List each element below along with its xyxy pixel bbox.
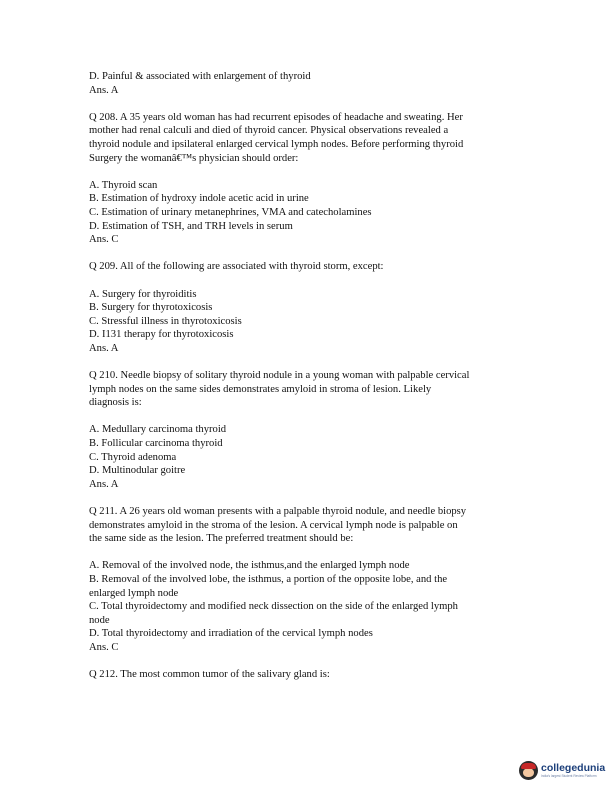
blank-line (89, 410, 529, 424)
question-line: Q 211. A 26 years old woman presents with a palpable thyroid nodule, and needle biopsy (89, 506, 467, 517)
answer-line: Ans. C (89, 641, 119, 653)
answer-line: Ans. A (89, 478, 119, 490)
text-line: the same side as the lesion. The preferred treatment should be: (89, 533, 354, 545)
text-line: demonstrates amyloid in the stroma of the lesion. A cervical lymph node is palpable on (89, 519, 458, 531)
text-line: thyroid nodule and ipsilateral enlarged cervical lymph nodes. Before performing thyroid (89, 138, 464, 150)
option-line: A. Removal of the involved node, the isthmus,and the enlarged lymph node (89, 560, 410, 572)
option-line: B. Surgery for thyrotoxicosis (89, 302, 213, 314)
option-line: D. I131 therapy for thyrotoxicosis (89, 329, 234, 341)
blank-line (89, 355, 529, 369)
option-line: D. Painful & associated with enlargement of thyroid (89, 71, 311, 82)
option-line: D. Total thyroidectomy and irradiation of the cervical lymph nodes (89, 628, 373, 640)
option-line: D. Estimation of TSH, and TRH levels in serum (89, 220, 293, 232)
option-line: D. Multinodular goitre (89, 465, 186, 477)
text-line: Surgery the womanâ€™s physician should order: (89, 152, 299, 164)
collegedunia-logo (519, 755, 607, 785)
option-line: C. Estimation of urinary metanephrines, VMA and catecholamines (89, 206, 372, 218)
blank-line (89, 546, 529, 560)
logo-text (541, 763, 605, 778)
logo-brand: collegedunia (541, 761, 606, 774)
option-line: B. Follicular carcinoma thyroid (89, 438, 223, 450)
blank-line (89, 165, 529, 179)
option-line: A. Thyroid scan (89, 179, 158, 191)
question-line: Q 212. The most common tumor of the salivary gland is: (89, 669, 330, 681)
blank-line (89, 247, 529, 261)
question-line: Q 210. Needle biopsy of solitary thyroid nodule in a young woman with palpable cervical (89, 370, 470, 382)
answer-line: Ans. A (89, 84, 119, 96)
question-line: Q 209. All of the following are associated with thyroid storm, except: (89, 261, 384, 273)
answer-line: Ans. A (89, 342, 119, 354)
option-line: C. Stressful illness in thyrotoxicosis (89, 315, 242, 327)
mascot-icon (519, 761, 538, 780)
blank-line (89, 655, 529, 669)
blank-line (89, 274, 529, 288)
logo-tagline: India's largest Student Review Platform (541, 773, 597, 778)
blank-line (89, 97, 529, 111)
text-line: mother had renal calculi and died of thyroid cancer. Physical observations revealed a (89, 125, 449, 137)
text-line: node (89, 614, 110, 626)
document-body (89, 70, 529, 682)
option-line: A. Surgery for thyroiditis (89, 288, 197, 300)
blank-line (89, 491, 529, 505)
text-line: lymph nodes on the same sides demonstrates amyloid in stroma of lesion. Likely (89, 383, 432, 395)
option-line: C. Thyroid adenoma (89, 451, 177, 463)
text-line: enlarged lymph node (89, 587, 179, 599)
option-line: B. Estimation of hydroxy indole acetic acid in urine (89, 193, 309, 205)
answer-line: Ans. C (89, 234, 119, 246)
option-line: C. Total thyroidectomy and modified neck dissection on the side of the enlarged lymph (89, 601, 458, 613)
option-line: A. Medullary carcinoma thyroid (89, 424, 227, 436)
text-line: diagnosis is: (89, 397, 142, 409)
option-line: B. Removal of the involved lobe, the isthmus, a portion of the opposite lobe, and the (89, 573, 448, 585)
question-line: Q 208. A 35 years old woman has had recurrent episodes of headache and sweating. Her (89, 111, 463, 123)
